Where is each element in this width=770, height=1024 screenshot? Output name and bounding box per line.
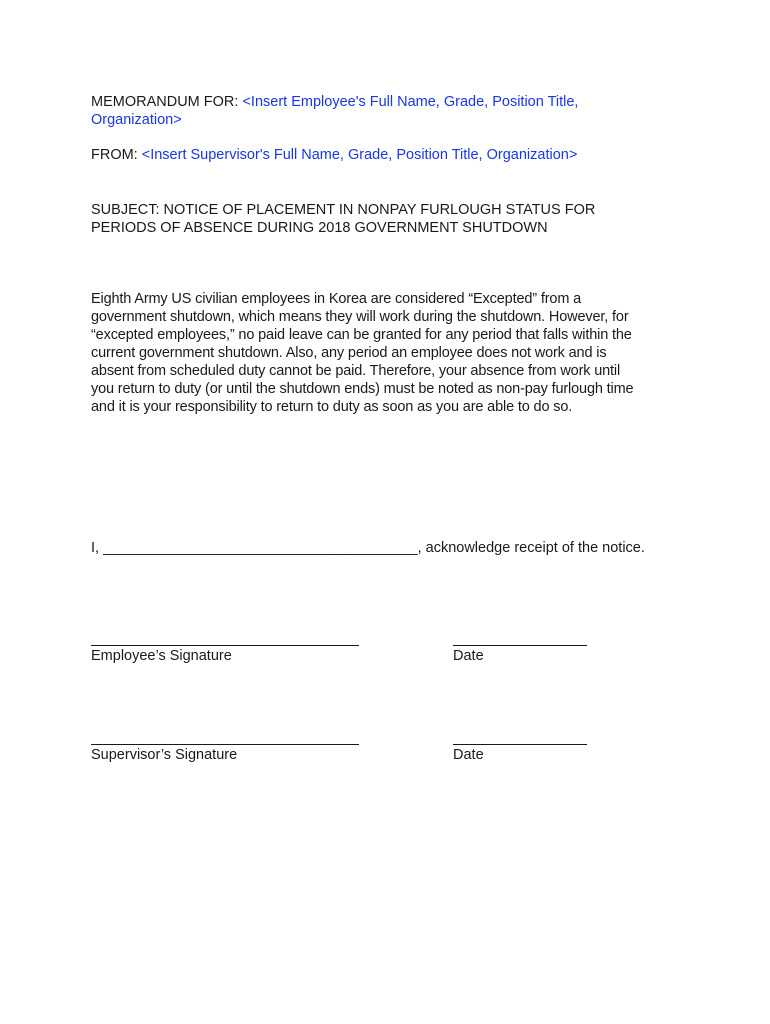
subject-line-2: PERIODS OF ABSENCE DURING 2018 GOVERNMENT SHUTDOWN <box>91 220 548 236</box>
employee-signature-label: Employee’s Signature <box>91 648 232 664</box>
notice-body-paragraph: Eighth Army US civilian employees in Korea are considered “Excepted” from a government shutdown, which means they will work during the shutdown. However, for “excepted employees,” no paid leave can be granted for any period that falls within the current government shutdown. Also, any period an employee does not work and is absent from scheduled duty cannot be paid. Therefore, your absence from work until you return to duty (or until the shutdown ends) must be noted as non-pay furlough time and it is your responsibility to return to duty as soon as you are able to do so. <box>91 291 634 415</box>
supervisor-signature-rule <box>91 744 359 745</box>
supervisor-date-label: Date <box>453 747 484 763</box>
employee-date-label: Date <box>453 648 484 664</box>
employee-placeholder: <Insert Employee's Full Name, Grade, Position Title, <box>242 94 579 110</box>
from-line <box>91 146 577 164</box>
memorandum-for-line <box>91 93 578 111</box>
memorandum-for-label: MEMORANDUM FOR: <box>91 94 239 110</box>
acknowledgment-line: I, _______________________________________, acknowledge receipt of the notice. <box>91 540 645 556</box>
employee-signature-rule <box>91 645 359 646</box>
supervisor-signature-label: Supervisor’s Signature <box>91 747 238 763</box>
subject-line-1: SUBJECT: NOTICE OF PLACEMENT IN NONPAY FURLOUGH STATUS FOR <box>91 202 596 218</box>
employee-placeholder-continued: Organization> <box>91 112 182 128</box>
supervisor-placeholder: <Insert Supervisor's Full Name, Grade, Position Title, Organization> <box>141 147 578 163</box>
employee-date-rule <box>453 645 587 646</box>
from-label: FROM: <box>91 147 138 163</box>
supervisor-date-rule <box>453 744 587 745</box>
